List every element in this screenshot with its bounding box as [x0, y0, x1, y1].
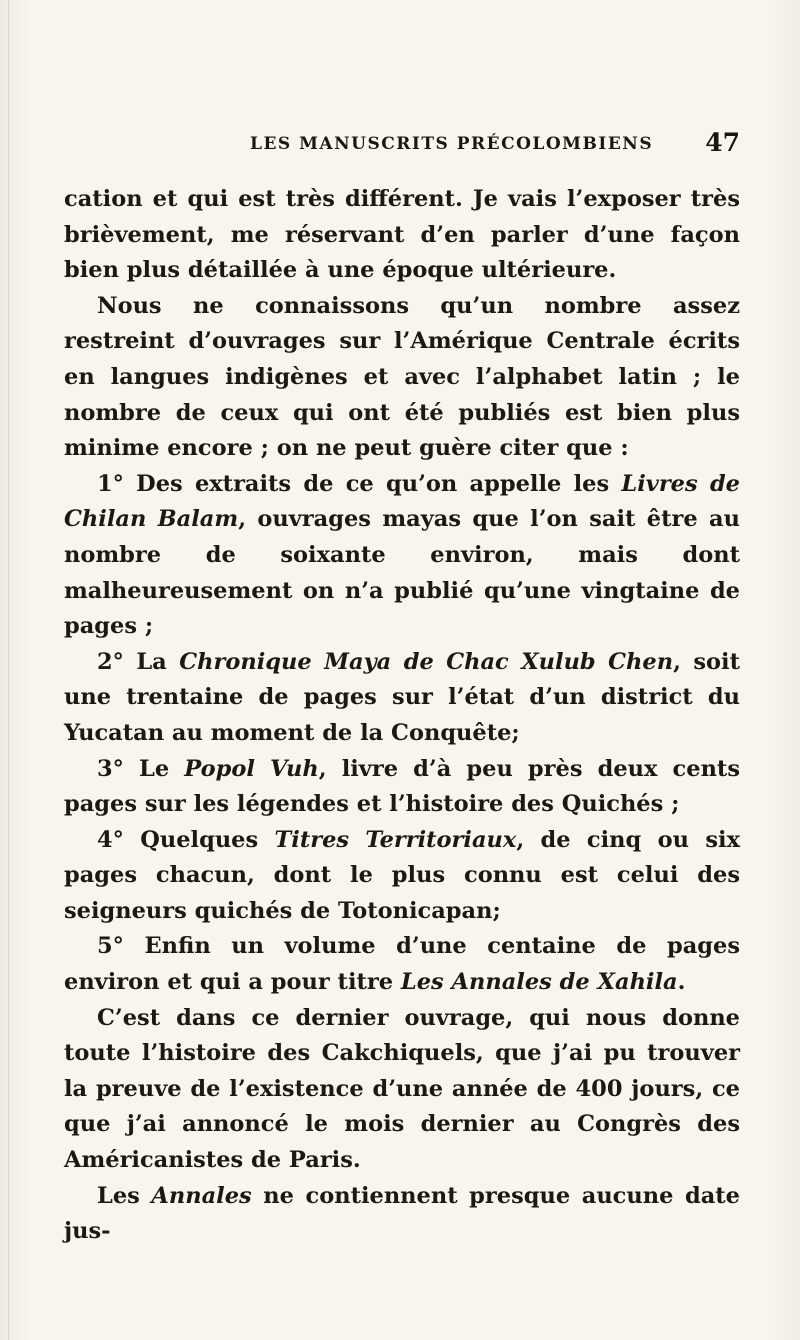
book-title: Chronique Maya de Chac Xulub Chen [179, 648, 674, 675]
text-segment: Nous ne connaissons qu’un nombre assez restreint d’ouvrages sur l’Amérique Centrale écrits en langues indigènes et avec l’alphabet latin ; le nombre de ceux qui ont été publiés est bien plus minime encore ; on ne peut guère citer que : [64, 292, 740, 462]
page-number: 47 [705, 128, 740, 157]
paragraph [64, 929, 740, 1000]
text-segment: 1° Des extraits de ce qu’on appelle les [97, 470, 622, 497]
book-title: Titres Territoriaux [274, 826, 517, 853]
text-segment: 5° Enfin un volume d’une centaine de pages environ et qui a pour titre [64, 933, 740, 996]
page-header [250, 128, 740, 168]
book-title: Popol Vuh [184, 755, 319, 782]
text-segment: 3° Le [97, 755, 185, 782]
paragraph [64, 752, 740, 823]
text-segment: 2° La [97, 648, 180, 675]
text-segment: , livre d’à peu près deux cents pages sur les légendes et l’histoire des Quichés ; [64, 755, 740, 818]
paragraph [64, 1179, 740, 1250]
book-title: Les Annales de Xahila [400, 969, 678, 996]
book-title: Annales [151, 1182, 252, 1209]
running-title: LES MANUSCRITS PRÉCOLOMBIENS [250, 134, 654, 154]
text-segment: ne contiennent presque aucune date jus- [64, 1182, 740, 1245]
book-title: Livres de Chilan Balam [64, 470, 740, 533]
paragraph [64, 182, 740, 289]
paragraph [64, 645, 740, 752]
paragraph [64, 1001, 740, 1179]
text-segment: , ouvrages mayas que l’on sait être au nombre de soixante environ, mais dont malheureusement on n’a publié qu’une vingtaine de pages ; [64, 506, 740, 640]
text-segment: C’est dans ce dernier ouvrage, qui nous donne toute l’histoire des Cakchiquels, que j’ai pu trouver la preuve de l’existence d’une année de 400 jours, ce que j’ai annoncé le mois dernier au Congrès des Américanistes de Paris. [64, 1004, 740, 1174]
text-segment: 4° Quelques [97, 826, 275, 853]
text-segment: Les [97, 1182, 152, 1209]
body-text [64, 182, 740, 1250]
paragraph [64, 289, 740, 467]
text-segment: cation et qui est très différent. Je vais l’exposer très brièvement, me réservant d’en parler d’une façon bien plus détaillée à une époque ultérieure. [64, 186, 740, 284]
text-segment: . [677, 969, 686, 996]
paragraph [64, 467, 740, 645]
page-gutter-edge [8, 0, 9, 1340]
text-segment: , soit une trentaine de pages sur l’état d’un district du Yucatan au moment de la Conquête; [64, 648, 740, 746]
paragraph [64, 823, 740, 930]
text-segment: , de cinq ou six pages chacun, dont le plus connu est celui des seigneurs quichés de Totonicapan; [64, 826, 740, 924]
